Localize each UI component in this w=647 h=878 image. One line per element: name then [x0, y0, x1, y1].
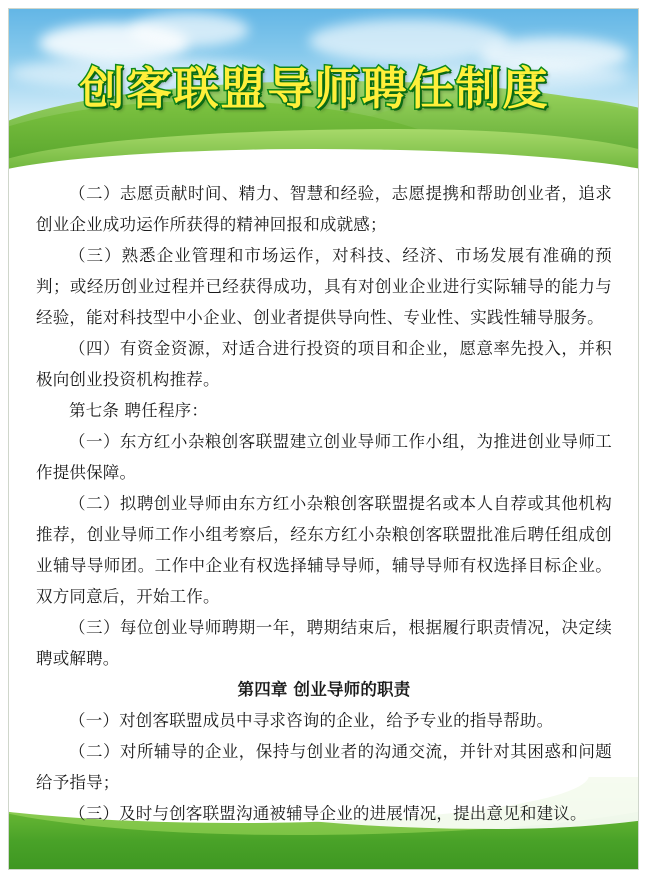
- paragraph: （一）对创客联盟成员中寻求咨询的企业，给予专业的指导帮助。: [69, 711, 554, 730]
- title-container: [0, 52, 629, 117]
- document-body: [36, 178, 612, 829]
- paragraph: （三）及时与创客联盟沟通被辅导企业的进展情况，提出意见和建议。: [69, 804, 587, 823]
- cloud-icon: [129, 13, 249, 47]
- section-heading-article-7: 第七条 聘任程序：: [69, 401, 209, 420]
- paragraph: （四）有资金资源，对适合进行投资的项目和企业，愿意率先投入，并积极向创业投资机构推荐。: [36, 339, 612, 389]
- paragraph: （二）拟聘创业导师由东方红小杂粮创客联盟提名或本人自荐或其他机构推荐，创业导师工作小组考察后，经东方红小杂粮创客联盟批准后聘任组成创业辅导导师团。工作中企业有权选择辅导导师，辅导导师有权选择目标企业。双方同意后，开始工作。: [36, 494, 612, 606]
- paragraph: （三）熟悉企业管理和市场运作，对科技、经济、市场发展有准确的预判；或经历创业过程并已经获得成功，具有对创业企业进行实际辅导的能力与经验，能对科技型中小企业、创业者提供导向性、专业性、实践性辅导服务。: [36, 246, 612, 327]
- page-title: 创客联盟导师聘任制度: [79, 62, 550, 115]
- paragraph: （二）对所辅导的企业，保持与创业者的沟通交流，并针对其困惑和问题给予指导；: [36, 742, 612, 792]
- paragraph: （一）东方红小杂粮创客联盟建立创业导师工作小组，为推进创业导师工作提供保障。: [36, 432, 612, 482]
- chapter-heading-4: 第四章 创业导师的职责: [237, 680, 411, 699]
- paragraph: （二）志愿贡献时间、精力、智慧和经验，志愿提携和帮助创业者，追求创业企业成功运作所获得的精神回报和成就感；: [36, 184, 612, 234]
- paragraph: （三）每位创业导师聘期一年，聘期结束后，根据履行职责情况，决定续聘或解聘。: [36, 618, 612, 668]
